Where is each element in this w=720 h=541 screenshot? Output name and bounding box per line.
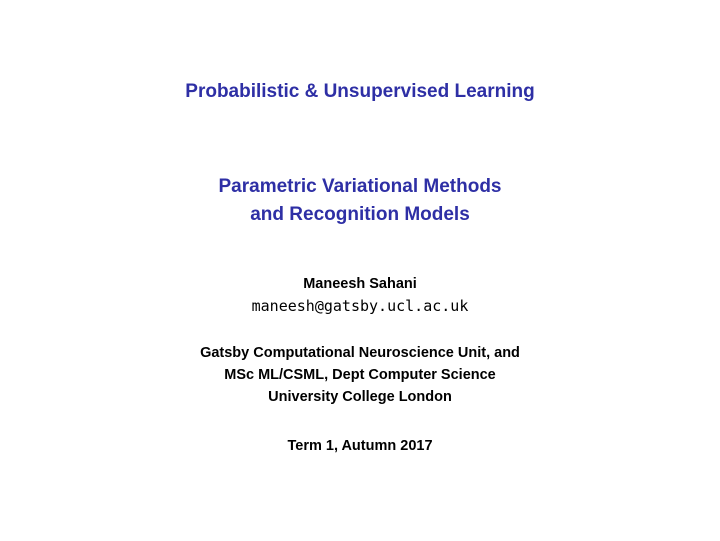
affiliation-line-3: University College London: [268, 389, 452, 405]
term-label: Term 1, Autumn 2017: [287, 438, 433, 454]
affiliation-line-1: Gatsby Computational Neuroscience Unit, and: [200, 345, 520, 361]
lecture-title-line-1: Parametric Variational Methods: [218, 176, 502, 197]
author-name: Maneesh Sahani: [303, 276, 417, 292]
affiliation-line-2: MSc ML/CSML, Dept Computer Science: [224, 367, 496, 383]
lecture-title-line-2: and Recognition Models: [250, 204, 470, 225]
author-email: maneesh@gatsby.ucl.ac.uk: [251, 297, 469, 315]
course-title: Probabilistic & Unsupervised Learning: [185, 81, 535, 102]
